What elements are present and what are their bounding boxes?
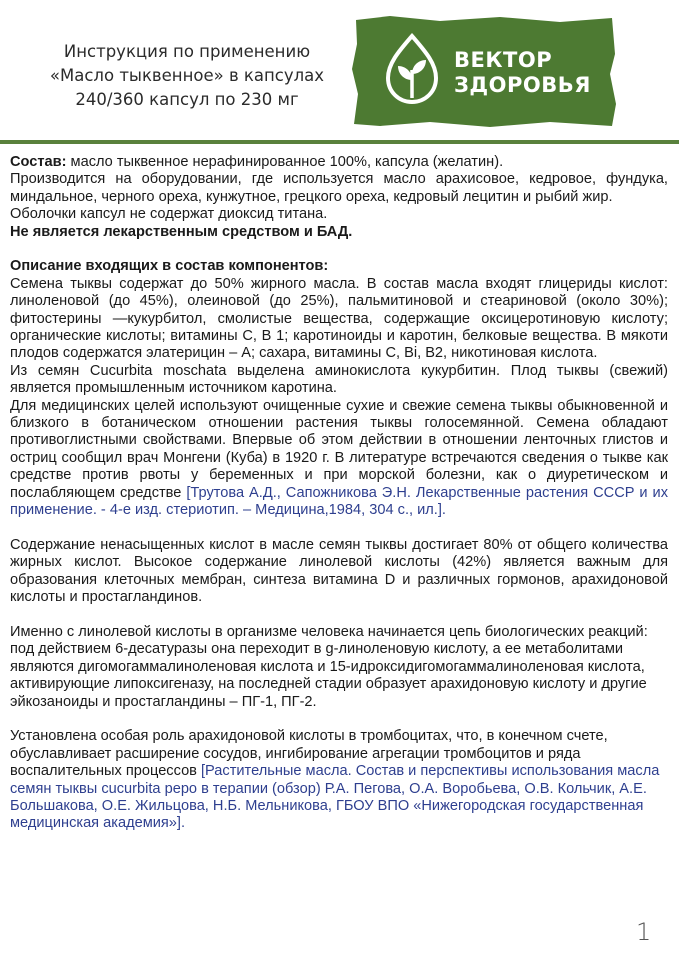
paragraph-cucurbitin: Из семян Cucurbita moschata выделена аминокислота кукурбитин. Плод тыквы (свежий) является промышленным источником каротина. [10,362,668,397]
composition-text: масло тыквенное нерафинированное 100%, капсула (желатин). [66,154,504,170]
production-note: Производится на оборудовании, где используется масло арахисовое, кедровое, фундука, миндальное, черного ореха, кунжутное, грецкого ореха, кедровый лецитин и рыбий жир. [10,171,668,205]
logo-wordmark [454,48,591,98]
spacer [10,607,668,624]
document-body [10,154,668,833]
document-title [22,40,352,112]
brand-logo [350,14,618,130]
reference-trutova: [Трутова А.Д., Сапожникова Э.Н. Лекарственные растения СССР и их применение. - 4-е изд. стериотип. – Медицина,1984, 304 с., ил.]. [10,484,668,519]
spacer [10,241,668,258]
paragraph-linoleic-acid: Именно с линолевой кислоты в организме человека начинается цепь биологических реакций: под действием 6-десатуразы она переходит в g-линоленовую кислоту, а ее метаболитами являются дигомогаммалиноленовая кислота и 15-идроксидигомогаммалиноленовая кислота, активирующие липоксигеназу, на последней стадии образует арахидоновую кислоту и другие эйкозаноиды и простагландины – ПГ-1, ПГ-2. [10,623,648,710]
paragraph-seeds: Семена тыквы содержат до 50% жирного масла. В состав масла входят глицериды кислот: линоленовой (до 45%), олеиновой (до 25%), пальмитиновой и стеариновой (около 30%); фитостерины —кукурбитол, смолистые вещества, содержащие оксицеротиновую кислоту; органические кислоты; витамины С, В 1; каротиноиды и каротин, белковые вещества. В мякоти плодов содержатся элатерицин – А; сахара, витамины С, Bi, B2, никотиновая кислота. [10,275,668,362]
composition-label: Состав: [10,154,67,170]
reference-pegova: [Растительные масла. Состав и перспективы использования масла семян тыквы cucurbita pepo в терапии (обзор) Р.А. Пегова, О.А. Воробьева, О.В. Кольчик, А.Е. Большакова, О.Е. Жильцова, Н.Б. Мельникова, ГБОУ ВПО «Нижегородская государственная медицинская академия»]. [10,763,660,832]
title-line-3: 240/360 капсул по 230 мг [75,90,299,109]
logo-line-2: ЗДОРОВЬЯ [454,73,591,97]
header-divider [0,140,679,144]
paragraph-arachidonic-acid [10,728,668,832]
paragraph-medical-use-text: Для медицинских целей используют очищенные сухие и свежие семена тыквы обыкновенной и близкого в ботаническом отношении растения тыквы голосемянной. Семена обладают противоглистными свойствами. Впервые об этом действии в отношении ленточных глистов и остриц сообщил врач Монгени (Куба) в 1920 г. В литературе встречаются сведения о тыкве как средстве против рвоты у беременных и при морской болезни, как о диуретическом и послабляющем средстве [10,397,668,501]
spacer [10,520,668,537]
components-heading: Описание входящих в состав компонентов: [10,258,329,275]
title-line-2: «Масло тыквенное» в капсулах [49,66,325,85]
spacer [10,711,668,728]
paragraph-arachidonic-acid-text: Установлена особая роль арахидоновой кислоты в тромбоцитах, что, в конечном счете, обуславливает расширение сосудов, ингибирование агрегации тромбоцитов и ряда воспалительных процессов [10,728,608,780]
not-drug-notice: Не является лекарственным средством и БАД. [10,223,353,240]
page-number: 1 [636,918,652,946]
paragraph-medical-use [10,398,668,520]
logo-line-1: ВЕКТОР [454,48,553,72]
title-line-1: Инструкция по применению [63,42,311,61]
paragraph-unsaturated-acids: Содержание ненасыщенных кислот в масле семян тыквы достигает 80% от общего количества жирных кислот. Высокое содержание линолевой кислоты (42%) является важным для образования клеточных мембран, синтеза витамина D и различных гормонов, арахидоновой кислоты и простагландинов. [10,536,668,606]
header [0,0,679,148]
shells-note: Оболочки капсул не содержат диоксид титана. [10,206,328,223]
composition-line [10,154,668,171]
